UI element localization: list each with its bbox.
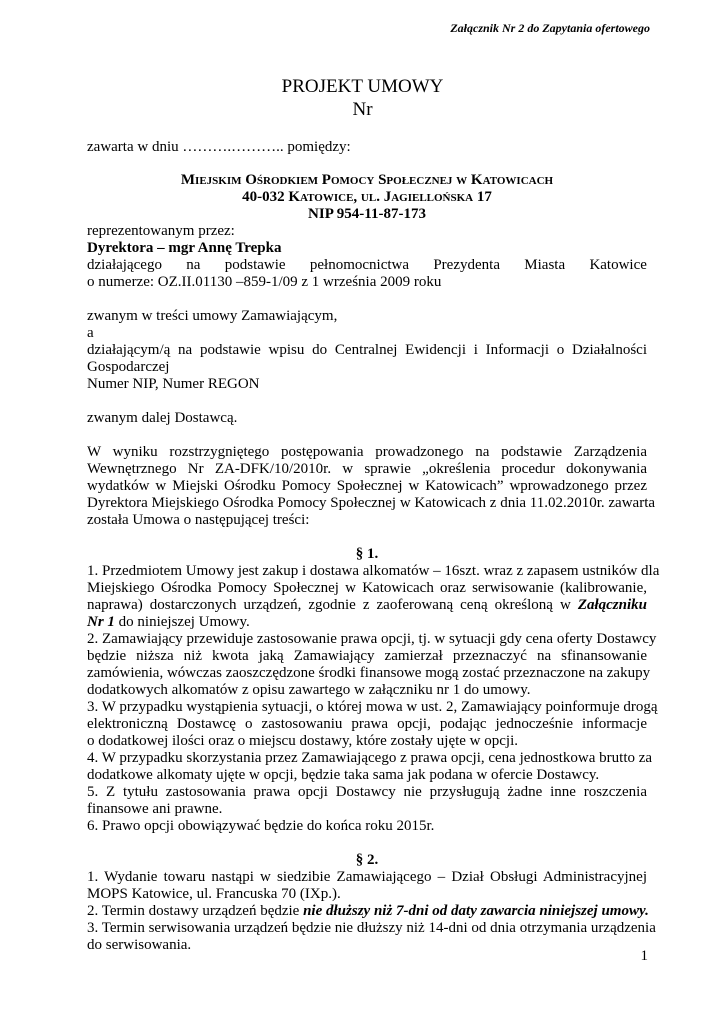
called-zamawiajacy: zwanym w treści umowy Zamawiającym,: [87, 308, 338, 324]
document-title: PROJEKT UMOWY: [281, 76, 444, 97]
s1-p3-line: o dodatkowej ilości oraz o miejscu dostawy, które zostały ujęte w opcji.: [87, 733, 519, 749]
party-name: Miejskim Ośrodkiem Pomocy Społecznej w Katowicach: [180, 172, 554, 188]
s2-p2-text: 2. Termin dostawy urządzeń będzie: [87, 903, 304, 919]
document-number: Nr: [352, 99, 373, 120]
s1-p2-line: dodatkowych alkomatów z opisu zawartego w załączniku nr 1 do umowy.: [87, 682, 531, 698]
intro-line: W wyniku rozstrzygniętego postępowania prowadzonego na podstawie Zarządzenia: [87, 444, 647, 460]
acting-word: Miasta: [524, 257, 566, 273]
s1-p1-text: naprawa) dostarczonych urządzeń, zgodnie z zaoferowaną ceną określoną w: [87, 597, 578, 613]
s1-p1-line: Miejskiego Ośrodka Pomocy Społecznej w Katowicach oraz serwisowanie (kalibrowanie,: [87, 580, 647, 596]
s1-p1-text: do niniejszej Umowy.: [114, 614, 250, 630]
represented-by: reprezentowanym przez:: [87, 223, 235, 239]
attachment-ref: Załączniku: [577, 597, 647, 613]
acting-word: podstawie: [224, 257, 286, 273]
s1-p5-line: 5. Z tytułu zastosowania prawa opcji Dostawcy nie przysługują żadne inne roszczenia: [87, 784, 647, 800]
intro-line: Wewnętrznego Nr ZA-DFK/10/2010r. w sprawie „określenia procedur dokonywania: [87, 461, 647, 477]
called-dostawca: zwanym dalej Dostawcą.: [87, 410, 238, 426]
acting-word: działającego: [87, 257, 162, 273]
s2-p3-line: 3. Termin serwisowania urządzeń będzie nie dłuższy niż 14-dni od dnia otrzymania urządzenia: [87, 920, 656, 936]
made-on-line: zawarta w dniu ……….……….. pomiędzy:: [87, 139, 351, 155]
section-2-heading: § 2.: [355, 852, 379, 868]
acting-word: na: [186, 257, 201, 273]
s1-p2-line: 2. Zamawiający przewiduje zastosowanie prawa opcji, tj. w sytuacji gdy cena oferty Dostawcy: [87, 631, 657, 647]
s1-p2-line: będzie niższa niż kwota jaką Zamawiający zamierzał przeznaczyć na sfinansowanie: [87, 648, 647, 664]
party-nip: NIP 954-11-87-173: [308, 206, 426, 222]
s1-p4-line: 4. W przypadku skorzystania przez Zamawiającego z prawa opcji, cena jednostkowa brutto za: [87, 750, 653, 766]
s2-p2-emphasis: nie dłuższy niż 7-dni od daty zawarcia niniejszej umowy.: [303, 903, 649, 919]
section-1-heading: § 1.: [355, 546, 379, 562]
s1-p4-line: dodatkowe alkomaty ujęte w opcji, będzie taka sama jak podana w ofercie Dostawcy.: [87, 767, 600, 783]
page-number: 1: [640, 948, 648, 964]
intro-line: została Umowa o następującej treści:: [87, 512, 310, 528]
acting-word: Katowice: [589, 257, 647, 273]
s1-p1-line: 1. Przedmiotem Umowy jest zakup i dostawa alkomatów – 16szt. wraz z zapasem ustników dla: [87, 563, 660, 579]
s2-p1-line: MOPS Katowice, ul. Francuska 70 (IXp.).: [87, 886, 341, 902]
director-name: Dyrektora – mgr Annę Trepka: [87, 240, 282, 256]
s1-p6-line: 6. Prawo opcji obowiązywać będzie do końca roku 2015r.: [87, 818, 435, 834]
acting-ceidg-line: Gospodarczej: [87, 359, 170, 375]
s1-p1-line: [87, 613, 647, 631]
intro-line: wydatków w Miejski Ośrodku Pomocy Społecznej w Katowicach” wprowadzonego przez: [87, 478, 647, 494]
s1-p3-line: 3. W przypadku wystąpienia sytuacji, o której mowa w ust. 2, Zamawiający poinformuje drogą: [87, 699, 658, 715]
s1-p1-line: [87, 596, 647, 614]
party-address: 40-032 Katowice, ul. Jagiellońska 17: [242, 189, 492, 205]
acting-ceidg-line: działającym/ą na podstawie wpisu do Centralnej Ewidencji i Informacji o Działalności: [87, 342, 647, 358]
conjunction-a: a: [87, 325, 94, 341]
s1-p3-line: elektroniczną Dostawcę o zastosowaniu prawa opcji, podając jednocześnie informacje: [87, 716, 647, 732]
s1-p5-line: finansowe ani prawne.: [87, 801, 223, 817]
intro-line: Dyrektora Miejskiego Ośrodka Pomocy Społecznej w Katowicach z dnia 11.02.2010r. zawarta: [87, 495, 656, 511]
acting-line: [87, 256, 647, 274]
s1-p2-line: zamówienia, wówczas zaoszczędzone środki finansowe mogą zostać przeznaczone na zakupy: [87, 665, 651, 681]
acting-word: pełnomocnictwa: [309, 257, 410, 273]
s2-p1-line: 1. Wydanie towaru nastąpi w siedzibie Zamawiającego – Dział Obsługi Administracyjnej: [87, 869, 647, 885]
attachment-ref-number: Nr 1: [87, 614, 115, 630]
s2-p3-line: do serwisowania.: [87, 937, 192, 953]
acting-number: o numerze: OZ.II.01130 –859-1/09 z 1 września 2009 roku: [87, 274, 442, 290]
s2-p2-line: [87, 902, 647, 920]
attachment-note: Załącznik Nr 2 do Zapytania ofertowego: [450, 21, 650, 35]
nip-regon: Numer NIP, Numer REGON: [87, 376, 260, 392]
acting-word: Prezydenta: [433, 257, 500, 273]
